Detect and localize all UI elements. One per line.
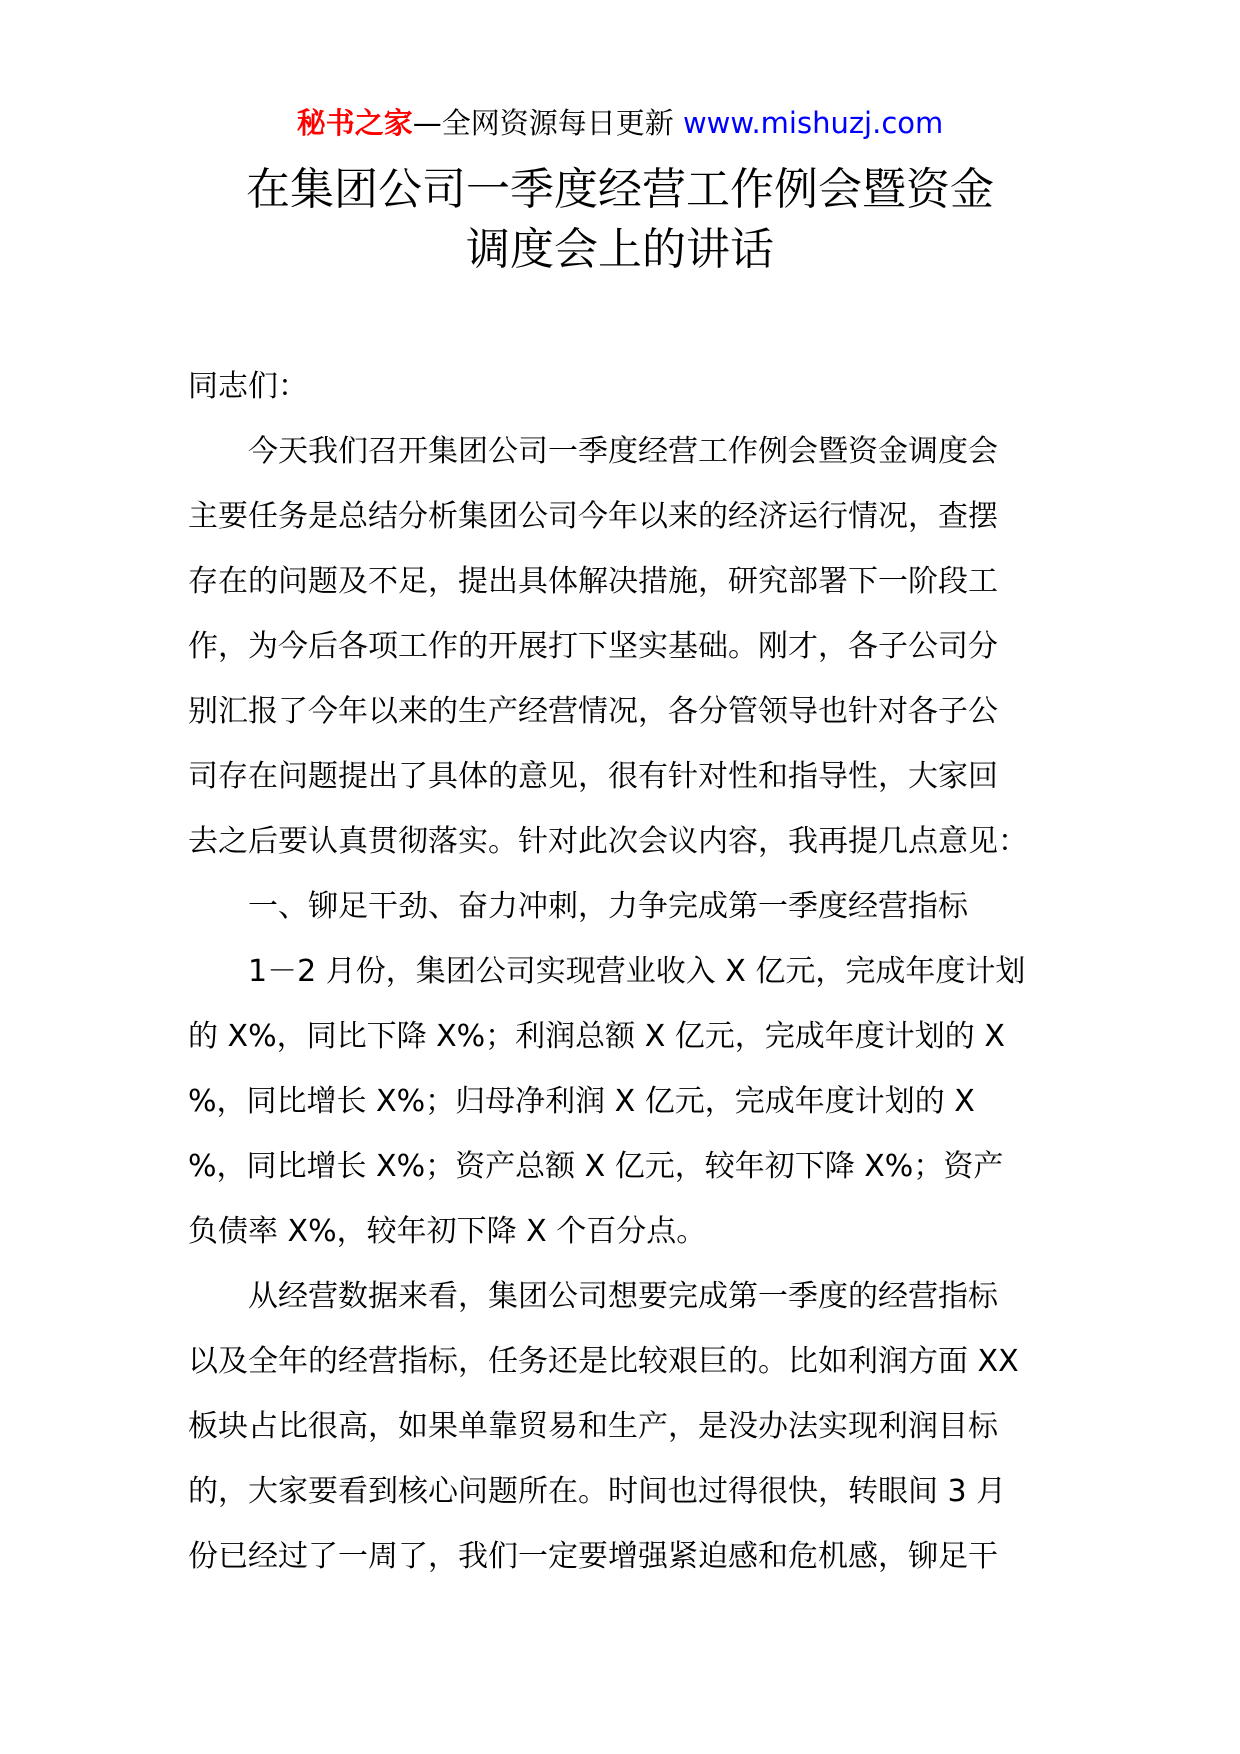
site-url-link[interactable]: www.mishuzj.com <box>682 106 944 140</box>
body-line: 从经营数据来看，集团公司想要完成第一季度的经营指标 <box>248 1279 998 1314</box>
title-line: 在集团公司一季度经营工作例会暨资金 <box>246 164 994 215</box>
body-line: 板块占比很高，如果单靠贸易和生产，是没办法实现利润目标 <box>188 1409 998 1444</box>
body-line: 的，大家要看到核心问题所在。时间也过得很快，转眼间 3 月 <box>188 1474 1007 1509</box>
document-body <box>188 365 1058 1600</box>
body-line: 去之后要认真贯彻落实。针对此次会议内容，我再提几点意见： <box>188 824 1028 859</box>
body-line: %，同比增长 X%；归母净利润 X 亿元，完成年度计划的 X <box>188 1084 975 1119</box>
body-line: 负债率 X%，较年初下降 X 个百分点。 <box>188 1214 707 1249</box>
body-line: 存在的问题及不足，提出具体解决措施，研究部署下一阶段工 <box>188 564 998 599</box>
site-tagline: —全网资源每日更新 <box>412 106 674 140</box>
body-line: 以及全年的经营指标，任务还是比较艰巨的。比如利润方面 XX <box>188 1344 1019 1379</box>
body-line: 作，为今后各项工作的开展打下坚实基础。刚才，各子公司分 <box>188 629 998 664</box>
body-line: 司存在问题提出了具体的意见，很有针对性和指导性，大家回 <box>188 759 998 794</box>
body-line: 主要任务是总结分析集团公司今年以来的经济运行情况，查摆 <box>188 499 998 534</box>
site-header <box>0 103 1240 143</box>
site-brand: 秘书之家 <box>296 106 413 140</box>
body-line: 份已经过了一周了，我们一定要增强紧迫感和危机感，铆足干 <box>188 1539 998 1574</box>
body-line: 别汇报了今年以来的生产经营情况，各分管领导也针对各子公 <box>188 694 998 729</box>
body-line: 今天我们召开集团公司一季度经营工作例会暨资金调度会 <box>248 434 998 469</box>
document-title <box>0 160 1240 280</box>
body-line: %，同比增长 X%；资产总额 X 亿元，较年初下降 X%；资产 <box>188 1149 1004 1184</box>
title-line: 调度会上的讲话 <box>466 224 774 275</box>
salutation: 同志们： <box>188 369 308 404</box>
section-heading: 一、铆足干劲、奋力冲刺，力争完成第一季度经营指标 <box>248 889 968 924</box>
body-line: 1－2 月份，集团公司实现营业收入 X 亿元，完成年度计划 <box>248 954 1026 989</box>
body-line: 的 X%，同比下降 X%；利润总额 X 亿元，完成年度计划的 X <box>188 1019 1005 1054</box>
